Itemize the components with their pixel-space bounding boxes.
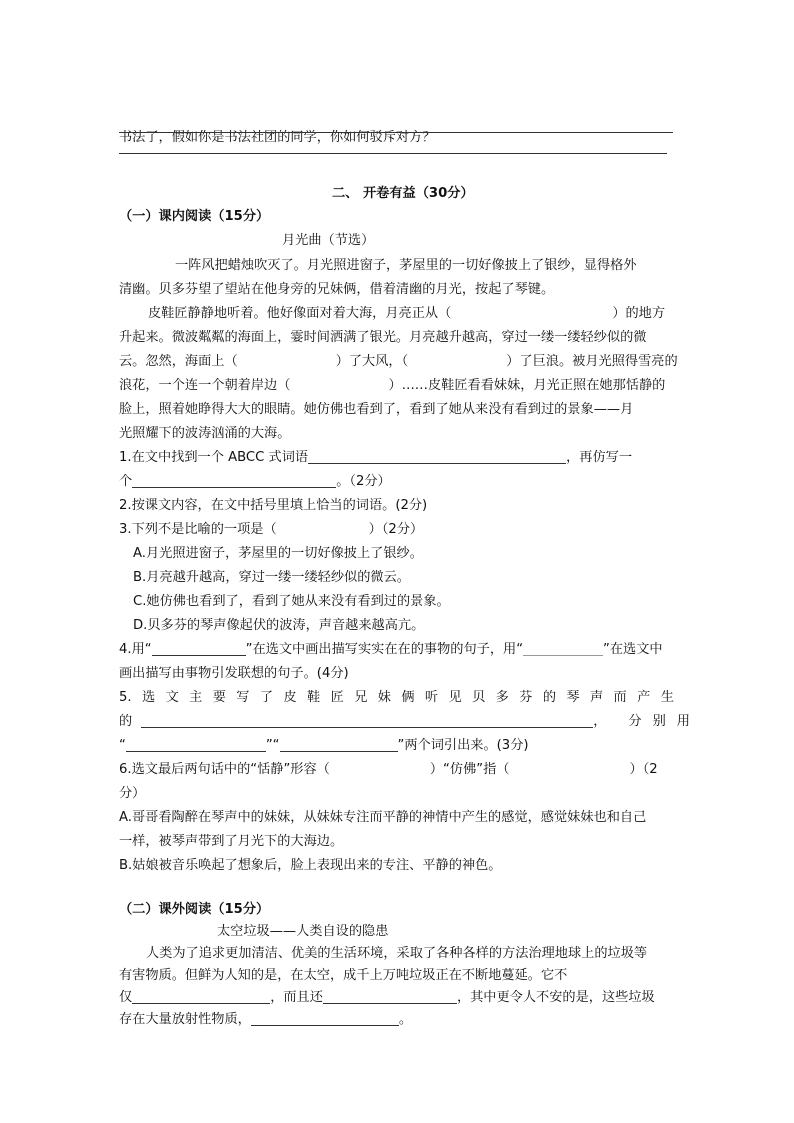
answer-blank[interactable] <box>280 737 398 752</box>
answer-blank[interactable] <box>323 989 457 1004</box>
para2-line: 光照耀下的波涛汹涌的大海。 <box>119 426 291 441</box>
option-a: A.月光照进窗子，茅屋里的一切好像披上了银纱。 <box>133 546 423 561</box>
para2-line: 皮鞋匠静静地听着。他好像面对着大海，月亮正从（ ）的地方 <box>148 306 666 321</box>
question-2: 2.按课文内容，在文中括号里填上恰当的词语。(2分) <box>119 498 428 513</box>
passage2-line: 人类为了追求更加清洁、优美的生活环境，采取了各种各样的方法治理地球上的垃圾等 <box>146 946 648 961</box>
question-1-cont: 个 。（2分） <box>119 474 391 489</box>
answer-blank[interactable] <box>308 449 566 464</box>
option-d: D.贝多芬的琴声像起伏的波涛，声音越来越高亢。 <box>133 618 425 633</box>
para1-line: 清幽。贝多芬望了望站在他身旁的兄妹俩，借着清幽的月光，按起了琴键。 <box>119 282 555 297</box>
answer-line-2[interactable] <box>119 153 667 154</box>
carryover-question: 书法了，假如你是书法社团的同学，你如何驳斥对方？ <box>119 130 436 145</box>
question-4: 4.用“ ”在选文中画出描写实实在在的事物的句子，用“ ”在选文中 <box>119 642 663 657</box>
answer-blank[interactable] <box>132 989 270 1004</box>
section-title: 二、 开卷有益（30分） <box>332 186 474 201</box>
passage2-line: 有害物质。但鲜为人知的是，在太空，成千上万吨垃圾正在不断地蔓延。它不 <box>119 968 568 983</box>
part1-heading: （一）课内阅读（15分） <box>119 209 270 224</box>
symbol-blank-1[interactable] <box>152 641 246 656</box>
passage2-line: 仅 ，而且还 ，其中更令人不安的是，这些垃圾 <box>119 990 655 1005</box>
part2-heading: （二）课外阅读（15分） <box>119 902 270 917</box>
question-1: 1.在文中找到一个 ABCC 式词语 ，再仿写一 <box>119 450 633 465</box>
para1-line: 一阵风把蜡烛吹灭了。月光照进窗子，茅屋里的一切好像披上了银纱，显得格外 <box>175 258 637 273</box>
question-5-cont: 的 ， 分 别 用 <box>119 714 690 729</box>
question-5-cont: “ ”“ ”两个词引出来。(3分) <box>119 738 529 753</box>
q6-option-a: A.哥哥看陶醉在琴声中的妹妹，从妹妹专注而平静的神情中产生的感觉，感觉妹妹也和自己 <box>119 810 647 825</box>
question-3: 3.下列不是比喻的一项是（ ）（2分） <box>119 522 424 537</box>
passage2-line: 存在大量放射性物质， 。 <box>119 1012 413 1027</box>
answer-blank[interactable] <box>132 473 336 488</box>
question-6: 6.选文最后两句话中的“恬静”形容（ ）“仿佛”指（ ）（2 <box>119 762 658 777</box>
question-6-cont: 分） <box>119 786 146 801</box>
answer-blank[interactable] <box>141 713 593 728</box>
option-c: C.她仿佛也看到了，看到了她从来没有看到过的景象。 <box>133 594 450 609</box>
para2-line: 浪花，一个连一个朝着岸边（ ）……皮鞋匠看看妹妹，月光正照在她那恬静的 <box>119 378 666 393</box>
question-4-cont: 画出描写由事物引发联想的句子。(4分) <box>119 666 349 681</box>
passage2-title: 太空垃圾——人类自设的隐患 <box>217 924 389 939</box>
para2-line: 脸上，照着她睁得大大的眼睛。她仿佛也看到了，看到了她从来没有看到过的景象——月 <box>119 402 634 417</box>
q6-option-b: B.姑娘被音乐唤起了想象后，脸上表现出来的专注、平静的神色。 <box>119 858 502 873</box>
para2-line: 升起来。微波粼粼的海面上，霎时间洒满了银光。月亮越升越高，穿过一缕一缕轻纱似的微 <box>119 330 647 345</box>
passage-title: 月光曲（节选） <box>282 233 375 248</box>
answer-blank[interactable] <box>251 1011 399 1026</box>
q6-option-a: 一样，被琴声带到了月光下的大海边。 <box>119 834 344 849</box>
answer-blank[interactable] <box>126 737 266 752</box>
symbol-blank-2[interactable] <box>523 641 603 656</box>
question-5: 5. 选 文 主 要 写 了 皮 鞋 匠 兄 妹 俩 听 见 贝 多 芬 的 琴 声 而 产 生 <box>119 690 674 705</box>
para2-line: 云。忽然，海面上（ ）了大风，（ ）了巨浪。被月光照得雪亮的 <box>119 354 678 369</box>
answer-line-1[interactable] <box>119 132 673 133</box>
option-b: B.月亮越升越高，穿过一缕一缕轻纱似的微云。 <box>133 570 410 585</box>
